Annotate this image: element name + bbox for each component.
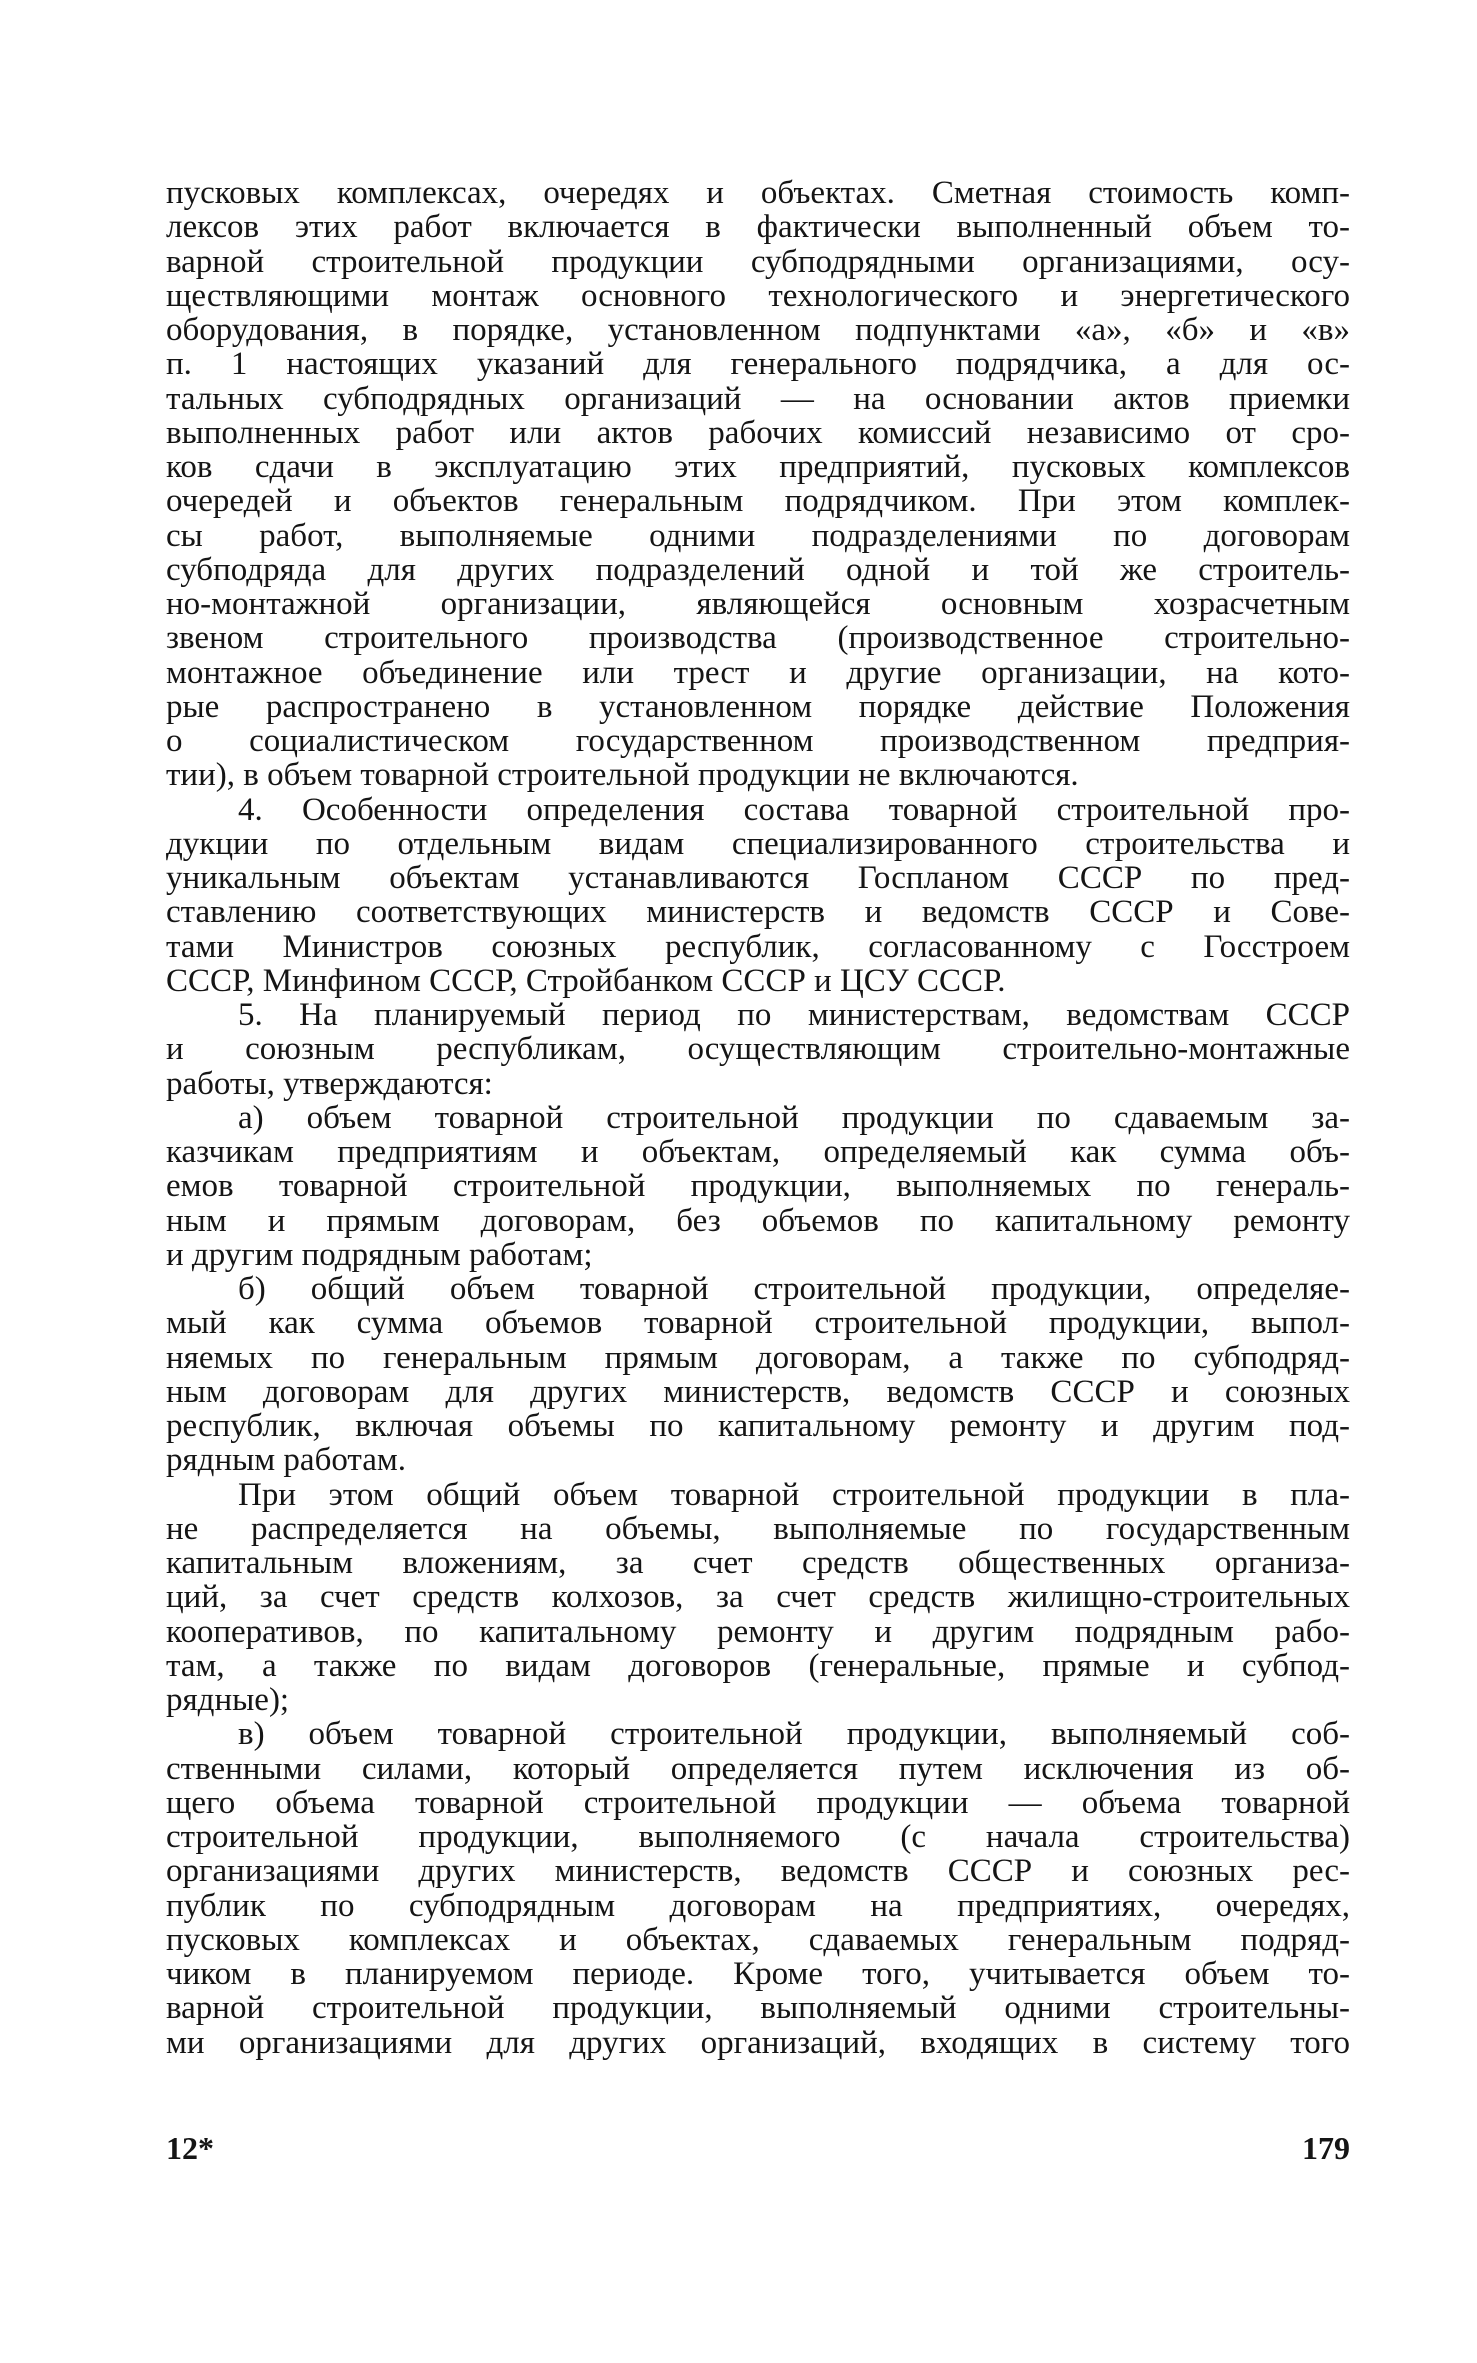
text-line: очередей и объектов генеральным подрядчиком. При этом комплек- xyxy=(166,484,1350,519)
text-line: 4. Особенности определения состава товарной строительной про- xyxy=(238,792,1350,827)
text-line: лексов этих работ включается в фактически выполненный объем то- xyxy=(166,210,1350,245)
text-line: о социалистическом государственном производственном предприя- xyxy=(166,724,1350,759)
text-line: не распределяется на объемы, выполняемые по государственным xyxy=(166,1511,1350,1546)
text-line: емов товарной строительной продукции, выполняемых по генераль- xyxy=(166,1169,1350,1204)
text-line: монтажное объединение или трест и другие организации, на кото- xyxy=(166,655,1350,690)
text-line: субподряда для других подразделений одной и той же строитель- xyxy=(166,552,1350,587)
text-line: При этом общий объем товарной строительной продукции в пла- xyxy=(238,1477,1350,1512)
text-line: кооперативов, по капитальному ремонту и другим подрядным рабо- xyxy=(166,1614,1350,1649)
text-line: звеном строительного производства (производственное строительно- xyxy=(166,621,1350,656)
text-line: варной строительной продукции субподрядными организациями, осу- xyxy=(166,244,1350,279)
text-line: щего объема товарной строительной продукции — объема товарной xyxy=(166,1785,1350,1820)
text-line: варной строительной продукции, выполняемый одними строительны- xyxy=(166,1991,1350,2026)
text-line: ственными силами, который определяется путем исключения из об- xyxy=(166,1751,1350,1786)
text-line: ществляющими монтаж основного технологического и энергетического xyxy=(166,278,1350,313)
text-line: выполненных работ или актов рабочих комиссий независимо от сро- xyxy=(166,415,1350,450)
text-line: дукции по отдельным видам специализированного строительства и xyxy=(166,826,1350,861)
text-line: б) общий объем товарной строительной продукции, определяе- xyxy=(238,1272,1350,1307)
text-line: там, а также по видам договоров (генеральные, прямые и субпод- xyxy=(166,1648,1350,1683)
text-line: чиком в планируемом периоде. Кроме того, учитывается объем то- xyxy=(166,1957,1350,1992)
text-line: ставлению соответствующих министерств и ведомств СССР и Сове- xyxy=(166,895,1350,930)
text-line: тальных субподрядных организаций — на основании актов приемки xyxy=(166,381,1350,416)
text-line: строительной продукции, выполняемого (с начала строительства) xyxy=(166,1820,1350,1855)
printer-signature-mark: 12* xyxy=(166,2130,214,2166)
text-line: ций, за счет средств колхозов, за счет средств жилищно-строительных xyxy=(166,1580,1350,1615)
text-line: в) объем товарной строительной продукции, выполняемый соб- xyxy=(238,1717,1350,1752)
text-line: а) объем товарной строительной продукции по сдаваемым за- xyxy=(238,1100,1350,1135)
text-line: тии), в объем товарной строительной продукции не включаются. xyxy=(166,758,1079,793)
page-number: 179 xyxy=(1302,2130,1350,2166)
text-line: ми организациями для других организаций, входящих в систему того xyxy=(166,2025,1350,2060)
text-line: но-монтажной организации, являющейся основным хозрасчетным xyxy=(166,587,1350,622)
text-line: п. 1 настоящих указаний для генерального подрядчика, а для ос- xyxy=(166,347,1350,382)
text-line: пусковых комплексах, очередях и объектах. Сметная стоимость комп- xyxy=(166,176,1350,211)
text-line: капитальным вложениям, за счет средств общественных организа- xyxy=(166,1546,1350,1581)
text-line: республик, включая объемы по капитальному ремонту и другим под- xyxy=(166,1409,1350,1444)
text-line: рядным работам. xyxy=(166,1443,407,1478)
text-line: казчикам предприятиям и объектам, определяемый как сумма объ- xyxy=(166,1135,1350,1170)
text-line: рядные); xyxy=(166,1683,290,1718)
text-line: няемых по генеральным прямым договорам, а также по субподряд- xyxy=(166,1340,1350,1375)
text-line: работы, утверждаются: xyxy=(166,1066,493,1101)
text-line: и другим подрядным работам; xyxy=(166,1237,593,1272)
text-line: уникальным объектам устанавливаются Госпланом СССР по пред- xyxy=(166,861,1350,896)
text-line: оборудования, в порядке, установленном подпунктами «а», «б» и «в» xyxy=(166,313,1350,348)
body-text xyxy=(166,176,1350,2060)
text-line: мый как сумма объемов товарной строительной продукции, выпол- xyxy=(166,1306,1350,1341)
text-line: рые распространено в установленном порядке действие Положения xyxy=(166,689,1350,724)
text-line: СССР, Минфином СССР, Стройбанком СССР и ЦСУ СССР. xyxy=(166,963,1006,998)
text-line: публик по субподрядным договорам на предприятиях, очередях, xyxy=(166,1888,1350,1923)
text-line: тами Министров союзных республик, согласованному с Госстроем xyxy=(166,929,1350,964)
text-line: ным и прямым договорам, без объемов по капитальному ремонту xyxy=(166,1203,1350,1238)
text-line: 5. На планируемый период по министерствам, ведомствам СССР xyxy=(238,998,1350,1033)
text-line: пусковых комплексах и объектах, сдаваемых генеральным подряд- xyxy=(166,1922,1350,1957)
text-line: ков сдачи в эксплуатацию этих предприятий, пусковых комплексов xyxy=(166,450,1350,485)
text-line: организациями других министерств, ведомств СССР и союзных рес- xyxy=(166,1854,1350,1889)
text-line: и союзным республикам, осуществляющим строительно-монтажные xyxy=(166,1032,1350,1067)
text-line: сы работ, выполняемые одними подразделениями по договорам xyxy=(166,518,1350,553)
text-line: ным договорам для других министерств, ведомств СССР и союзных xyxy=(166,1374,1350,1409)
